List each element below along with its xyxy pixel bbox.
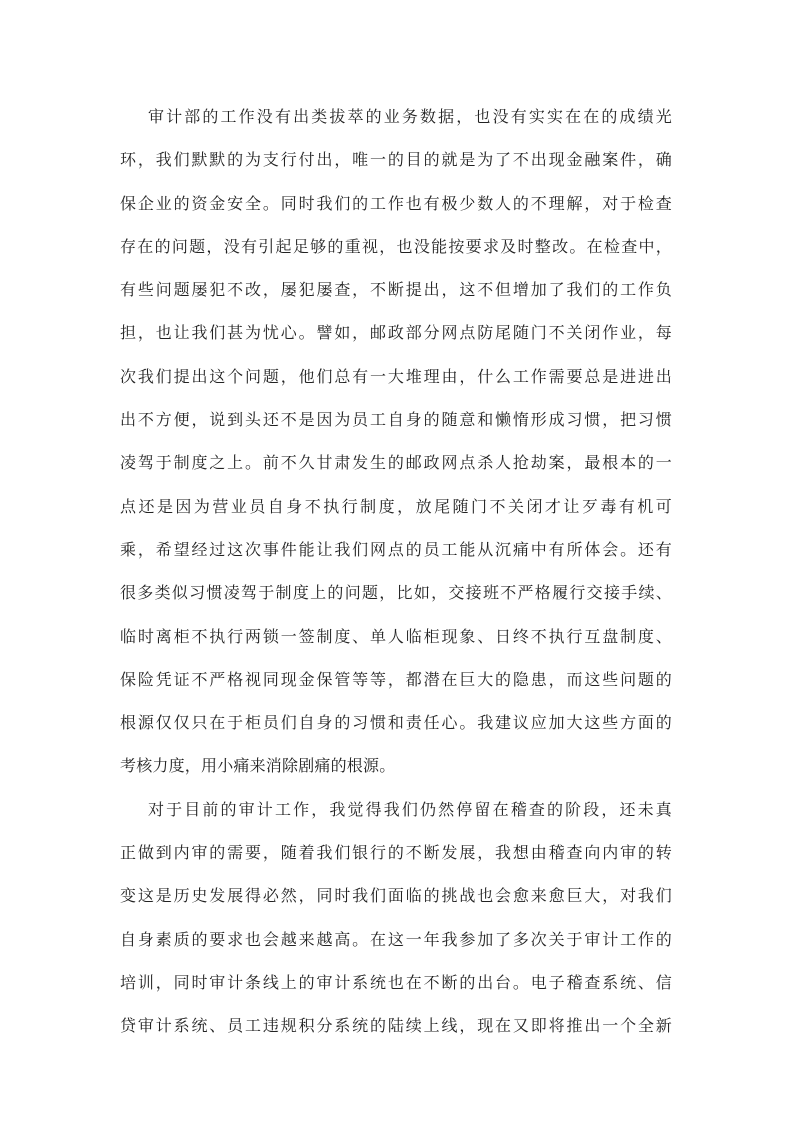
document-body <box>120 95 672 1048</box>
text-line: 审计部的工作没有出类拔萃的业务数据，也没有实实在在的成绩光 <box>148 107 672 126</box>
text-line: 很多类似习惯凌驾于制度上的问题，比如，交接班不严格履行交接手续、 <box>120 583 672 603</box>
text-line: 自身素质的要求也会越来越高。在这一年我参加了多次关于审计工作的 <box>120 929 672 949</box>
text-line: 担，也让我们甚为忧心。譬如，邮政部分网点防尾随门不关闭作业，每 <box>120 323 672 343</box>
text-line: 有些问题屡犯不改，屡犯屡查，不断提出，这不但增加了我们的工作负 <box>120 280 672 300</box>
text-line: 贷审计系统、员工违规积分系统的陆续上线，现在又即将推出一个全新 <box>120 1016 672 1036</box>
paragraph-1 <box>120 95 672 788</box>
text-line: 点还是因为营业员自身不执行制度，放尾随门不关闭才让歹毒有机可 <box>120 496 672 516</box>
text-line: 凌驾于制度之上。前不久甘肃发生的邮政网点杀人抢劫案，最根本的一 <box>120 453 672 473</box>
text-line: 根源仅仅只在于柜员们自身的习惯和责任心。我建议应加大这些方面的 <box>120 713 672 733</box>
text-line: 次我们提出这个问题，他们总有一大堆理由，什么工作需要总是进进出 <box>120 366 672 386</box>
text-line: 变这是历史发展得必然，同时我们面临的挑战也会愈来愈巨大，对我们 <box>120 886 672 906</box>
text-line: 保险凭证不严格视同现金保管等等，都潜在巨大的隐患，而这些问题的 <box>120 669 672 689</box>
text-line: 环，我们默默的为支行付出，唯一的目的就是为了不出现金融案件，确 <box>120 150 672 170</box>
text-line: 保企业的资金安全。同时我们的工作也有极少数人的不理解，对于检查 <box>120 193 672 213</box>
text-line: 培训，同时审计条线上的审计系统也在不断的出台。电子稽查系统、信 <box>120 972 672 992</box>
text-line: 存在的问题，没有引起足够的重视，也没能按要求及时整改。在检查中， <box>120 236 672 256</box>
text-line: 正做到内审的需要，随着我们银行的不断发展，我想由稽查向内审的转 <box>120 843 672 863</box>
text-line: 出不方便，说到头还不是因为员工自身的随意和懒惰形成习惯，把习惯 <box>120 410 672 430</box>
text-line: 乘，希望经过这次事件能让我们网点的员工能从沉痛中有所体会。还有 <box>120 539 672 559</box>
paragraph-2 <box>120 788 672 1048</box>
text-line: 考核力度，用小痛来消除剧痛的根源。 <box>120 756 396 776</box>
text-line: 对于目前的审计工作，我觉得我们仍然停留在稽查的阶段，还未真 <box>148 799 672 819</box>
text-line: 临时离柜不执行两锁一签制度、单人临柜现象、日终不执行互盘制度、 <box>120 626 672 646</box>
